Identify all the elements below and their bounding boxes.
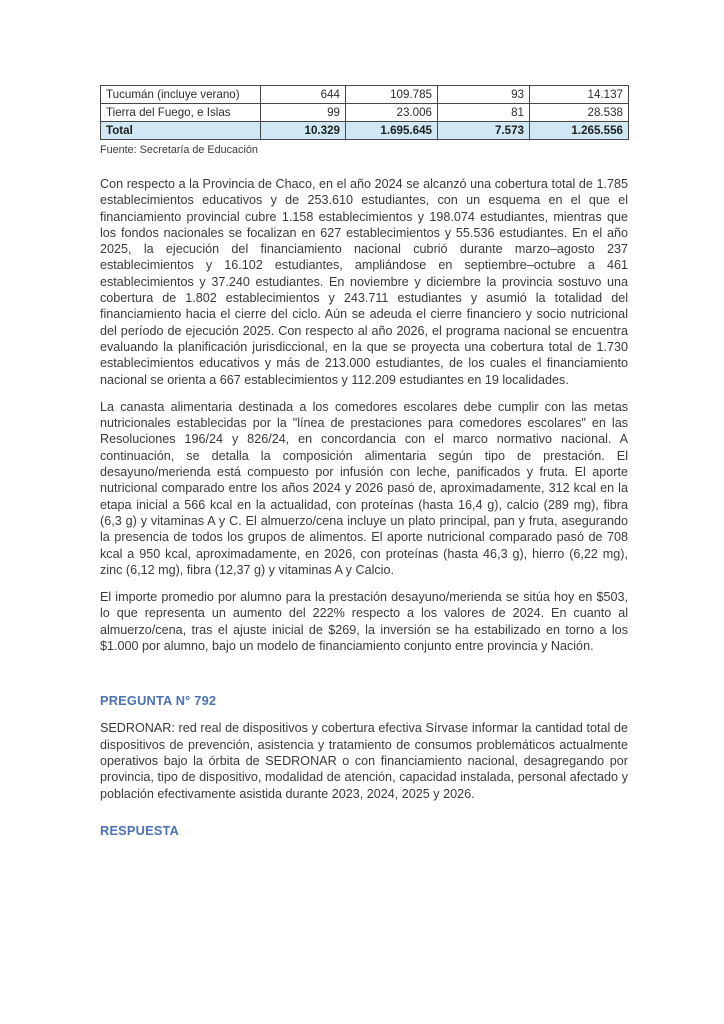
table-row bbox=[101, 104, 629, 122]
row-label: Tierra del Fuego, e Islas bbox=[101, 104, 261, 122]
paragraph-chaco-coverage: Con respecto a la Provincia de Chaco, en el año 2024 se alcanzó una cobertura total de 1.785 establecimientos educativos y de 253.610 estudiantes, con un esquema en el que el financiamiento provincial cubre 1.158 establecimientos y 198.074 estudiantes, mientras que los fondos nacionales se focalizan en 627 establecimientos y 55.536 estudiantes. En el año 2025, la ejecución del financiamiento nacional cubrió durante marzo–agosto 237 establecimientos y 16.102 estudiantes, ampliándose en septiembre–octubre a 461 establecimientos y 37.240 estudiantes. En noviembre y diciembre la provincia sostuvo una cobertura de 1.802 establecimientos y 243.711 estudiantes y asumió la totalidad del financiamiento hacia el cierre del ciclo. Aún se adeuda el cierre financiero y socio nutricional del período de ejecución 2025. Con respecto al año 2026, el programa nacional se encuentra evaluando la planificación jurisdiccional, en la que se proyecta una cobertura total de 1.730 establecimientos educativos y más de 213.000 estudiantes, de los cuales el financiamiento nacional se orienta a 667 establecimientos y 112.209 estudiantes en 19 localidades. bbox=[100, 177, 628, 387]
table-cell: 23.006 bbox=[346, 104, 438, 122]
table-cell: 644 bbox=[261, 86, 346, 104]
table-cell: 93 bbox=[438, 86, 530, 104]
page-content bbox=[100, 0, 628, 839]
row-label: Total bbox=[101, 122, 261, 140]
table-cell: 1.695.645 bbox=[346, 122, 438, 140]
paragraph-importe-promedio: El importe promedio por alumno para la prestación desayuno/merienda se sitúa hoy en $503, lo que representa un aumento del 222% respecto a los valores de 2024. En cuanto al almuerzo/cena, tras el ajuste inicial de $269, la inversión se ha estabilizado en torno a los $1.000 por alumno, bajo un modelo de financiamiento conjunto entre provincia y Nación. bbox=[100, 590, 628, 654]
table-total-row bbox=[101, 122, 629, 140]
table-cell: 1.265.556 bbox=[530, 122, 629, 140]
table-cell: 99 bbox=[261, 104, 346, 122]
respuesta-heading: RESPUESTA bbox=[100, 822, 180, 838]
table-source-note: Fuente: Secretaría de Educación bbox=[100, 144, 258, 156]
table-cell: 109.785 bbox=[346, 86, 438, 104]
row-label: Tucumán (incluye verano) bbox=[101, 86, 261, 104]
table-cell: 14.137 bbox=[530, 86, 629, 104]
paragraph-canasta-alimentaria: La canasta alimentaria destinada a los comedores escolares debe cumplir con las metas nutricionales establecidas por la "línea de prestaciones para comedores escolares" en las Resoluciones 196/24 y 826/24, en concordancia con el marco normativo nacional. A continuación, se detalla la composición alimentaria según tipo de prestación. El desayuno/merienda está compuesto por infusión con leche, panificados y fruta. El aporte nutricional comparado entre los años 2024 y 2026 pasó de, aproximadamente, 312 kcal en la etapa inicial a 566 kcal en la actualidad, con proteínas (hasta 16,4 g), calcio (289 mg), fibra (6,3 g) y vitaminas A y C. El almuerzo/cena incluye un plato principal, pan y fruta, asegurando la presencia de todos los grupos de alimentos. El aporte nutricional comparado pasó de 708 kcal a 950 kcal, aproximadamente, en 2026, con proteínas (hasta 46,3 g), hierro (6,22 mg), zinc (6,12 mg), fibra (12,37 g) y vitaminas A y Calcio. bbox=[100, 399, 628, 577]
table-row bbox=[101, 86, 629, 104]
paragraph-pregunta-sedronar: SEDRONAR: red real de dispositivos y cobertura efectiva Sírvase informar la cantidad total de dispositivos de prevención, asistencia y tratamiento de consumos problemáticos actualmente operativos bajo la órbita de SEDRONAR o con financiamiento nacional, desagregando por provincia, tipo de dispositivo, modalidad de atención, capacidad instalada, personal afectado y población efectivamente asistida durante 2023, 2024, 2025 y 2026. bbox=[100, 721, 628, 801]
table-cell: 10.329 bbox=[261, 122, 346, 140]
pregunta-heading: PREGUNTA N° 792 bbox=[100, 693, 217, 709]
coverage-table bbox=[100, 85, 629, 140]
table-cell: 28.538 bbox=[530, 104, 629, 122]
table-cell: 7.573 bbox=[438, 122, 530, 140]
table-cell: 81 bbox=[438, 104, 530, 122]
